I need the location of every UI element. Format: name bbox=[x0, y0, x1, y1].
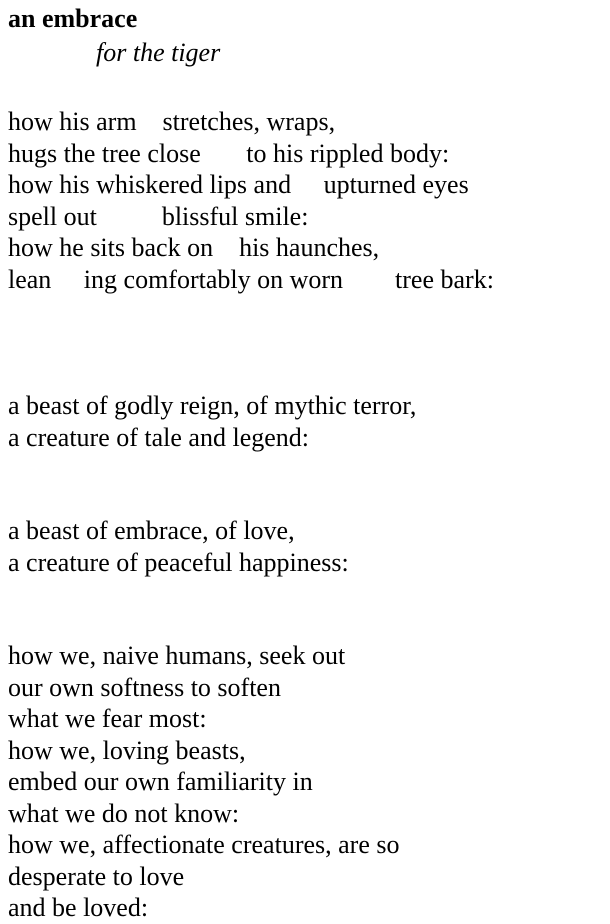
stanza-2 bbox=[8, 390, 416, 453]
stanza-3 bbox=[8, 515, 349, 578]
stanza-1 bbox=[8, 106, 494, 295]
poem-line: how his whiskered lips and upturned eyes bbox=[8, 170, 469, 199]
poem-line: desperate to love bbox=[8, 861, 185, 891]
poem-line: spell out blissful smile: bbox=[8, 201, 309, 231]
poem-line: embed our own familiarity in bbox=[8, 767, 313, 796]
stanza-4 bbox=[8, 640, 400, 924]
poem-dedication: for the tiger bbox=[96, 38, 221, 67]
poem-line: how we, affectionate creatures, are so bbox=[8, 830, 400, 859]
poem-line: how he sits back on his haunches, bbox=[8, 233, 380, 262]
poem-line: hugs the tree close to his rippled body: bbox=[8, 138, 450, 168]
poem-line: a beast of godly reign, of mythic terror, bbox=[8, 391, 417, 420]
poem-line: what we fear most: bbox=[8, 704, 207, 733]
poem-line: our own softness to soften bbox=[8, 672, 281, 702]
poem-line: and be loved: bbox=[8, 893, 149, 922]
poem-line: lean ing comfortably on worn tree bark: bbox=[8, 264, 494, 294]
poem-line: what we do not know: bbox=[8, 798, 240, 828]
poem-line: how we, naive humans, seek out bbox=[8, 641, 346, 670]
poem-line: a creature of peaceful happiness: bbox=[8, 547, 349, 577]
poem-line: a beast of embrace, of love, bbox=[8, 516, 295, 545]
poem-line: a creature of tale and legend: bbox=[8, 422, 309, 452]
poem-line: how his arm stretches, wraps, bbox=[8, 107, 336, 136]
poem-title: an embrace bbox=[8, 4, 138, 33]
poem-line: how we, loving beasts, bbox=[8, 735, 246, 765]
